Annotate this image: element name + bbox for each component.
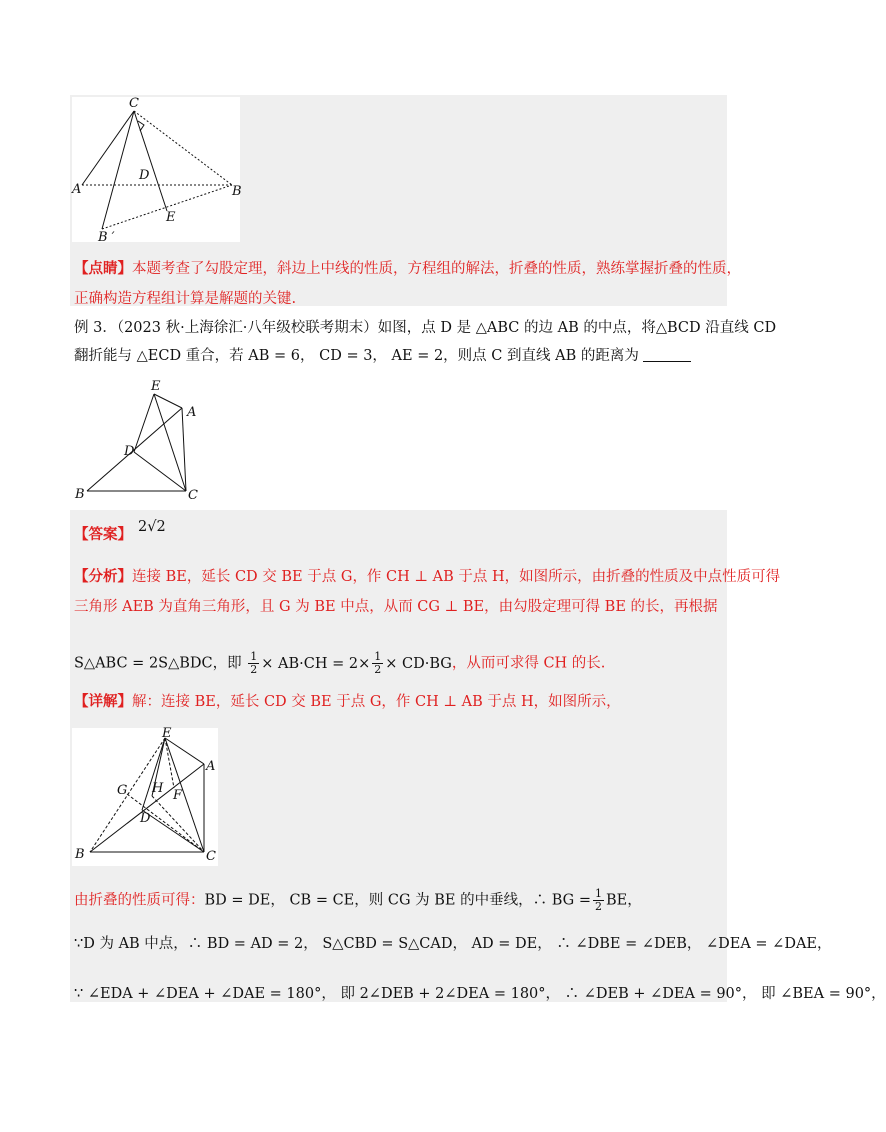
fig2-label-b: B xyxy=(75,487,85,502)
fig3-label-d: D xyxy=(140,811,151,826)
fig1-label-a: A xyxy=(72,182,82,197)
fig2-label-a: A xyxy=(187,405,197,420)
comment-line-2: 正确构造方程组计算是解题的关键. xyxy=(74,291,297,307)
figure-1 xyxy=(72,96,242,245)
example3-text-2: 翻折能与 △ECD 重合，若 AB = 6， CD = 3， AE = 2，则点 C 到直线 AB 的距离为 xyxy=(74,348,639,364)
fig3-label-f: F xyxy=(173,788,183,803)
proof-fraction: $\frac{1}{2}$ xyxy=(595,887,602,913)
fig2-label-e: E xyxy=(151,379,161,394)
analysis-text-3b: ，从而可求得 CH 的长. xyxy=(451,655,606,672)
proof-text-1b: BD = DE， CB = CE，则 CG 为 BE 的中垂线，∴ BG = xyxy=(204,892,591,909)
proof-text-1a: 由折叠的性质可得： xyxy=(74,892,205,909)
fig3-label-b: B xyxy=(75,847,85,862)
fig3-label-a: A xyxy=(206,759,216,774)
proof-line-3: ∵ ∠EDA + ∠DEA + ∠DAE = 180°， 即 2∠DEB + 2∠DEA = 180°， ∴ ∠DEB + ∠DEA = 90°， 即 ∠BEA = 90°， xyxy=(74,986,886,1002)
figure-3 xyxy=(72,728,218,866)
answer-value: 2√2 xyxy=(138,519,166,535)
proof-line-2: ∵D 为 AB 中点，∴ BD = AD = 2， S△CBD = S△CAD， AD = DE， ∴ ∠DBE = ∠DEB， ∠DEA = ∠DAE， xyxy=(74,936,832,952)
figure-2 xyxy=(72,378,212,503)
fig3-label-e: E xyxy=(162,726,172,741)
example3-line-2 xyxy=(74,346,691,366)
fig1-label-e: E xyxy=(166,210,176,225)
analysis-line-1 xyxy=(74,567,780,587)
analysis-text-3a: S△ABC = 2S△BDC，即 xyxy=(74,655,242,672)
fig1-label-d: D xyxy=(139,168,150,183)
comment-line-1 xyxy=(74,259,741,279)
detail-text-1: 解：连接 BE，延长 CD 交 BE 于点 G，作 CH ⊥ AB 于点 H，如图所示， xyxy=(132,694,621,710)
detail-line-1 xyxy=(74,692,621,712)
answer-line xyxy=(74,519,166,545)
fig3-label-g: G xyxy=(117,783,128,798)
comment-tag: 【点睛】 xyxy=(74,260,132,277)
analysis-line-2: 三角形 AEB 为直角三角形，且 G 为 BE 中点，从而 CG ⊥ BE，由勾股定理可得 BE 的长，再根据 xyxy=(74,599,718,615)
analysis-text-1: 连接 BE，延长 CD 交 BE 于点 G，作 CH ⊥ AB 于点 H，如图所示，由折叠的性质及中点性质可得 xyxy=(132,569,781,585)
proof-line-1 xyxy=(74,888,642,913)
analysis-line-3 xyxy=(74,651,605,676)
answer-blank xyxy=(643,347,691,362)
fig3-label-c: C xyxy=(206,849,216,864)
comment-text-1: 本题考查了勾股定理，斜边上中线的性质，方程组的解法，折叠的性质，熟练掌握折叠的性质， xyxy=(132,261,741,277)
analysis-tag: 【分析】 xyxy=(74,568,132,585)
fig2-label-d: D xyxy=(124,444,135,459)
answer-tag: 【答案】 xyxy=(74,526,132,543)
fig1-label-bprime: B ′ xyxy=(98,230,115,245)
detail-tag: 【详解】 xyxy=(74,693,132,710)
proof-be-tail: BE， xyxy=(606,892,642,909)
fig3-label-h: H xyxy=(152,781,164,796)
fig1-label-b: B xyxy=(232,184,242,199)
analysis-formula: $\frac{1}{2}$ × AB·CH = 2× $\frac{1}{2}$ × CD·BG xyxy=(250,650,452,676)
fig1-label-c: C xyxy=(129,96,139,111)
example3-line-1: 例 3．（2023 秋·上海徐汇·八年级校联考期末）如图，点 D 是 △ABC 的边 AB 的中点，将△BCD 沿直线 CD xyxy=(74,320,777,336)
fig2-label-c: C xyxy=(188,488,198,503)
